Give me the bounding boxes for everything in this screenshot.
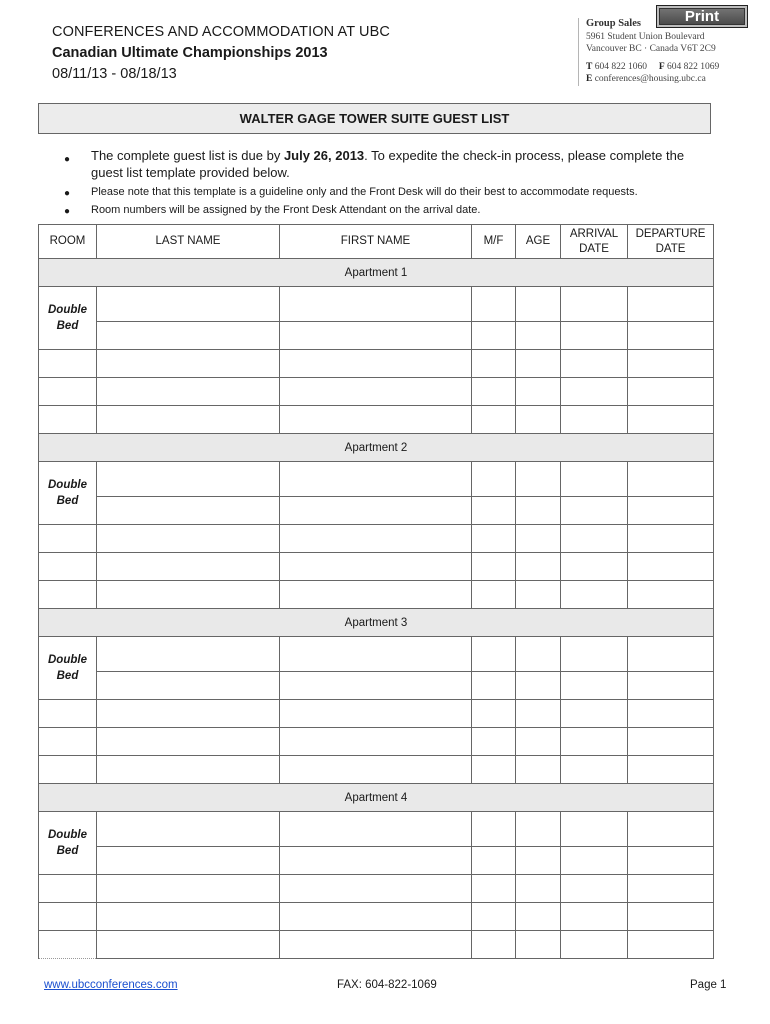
event-name: Canadian Ultimate Championships 2013 — [52, 45, 328, 61]
first-name-cell[interactable] — [280, 581, 472, 609]
column-header-first-name: FIRST NAME — [280, 225, 472, 259]
table-row — [39, 525, 714, 553]
first-name-cell[interactable] — [280, 931, 472, 959]
last-name-cell[interactable] — [97, 812, 280, 847]
gender-cell[interactable] — [472, 350, 516, 378]
table-row — [39, 581, 714, 609]
arrival-date-cell[interactable] — [561, 287, 628, 322]
age-cell[interactable] — [516, 847, 561, 875]
apartment-header-row — [39, 609, 714, 637]
age-cell[interactable] — [516, 756, 561, 784]
gender-cell[interactable] — [472, 581, 516, 609]
last-name-cell[interactable] — [97, 350, 280, 378]
gender-cell[interactable] — [472, 847, 516, 875]
bullet-icon: ● — [64, 206, 71, 217]
table-row — [39, 931, 714, 959]
first-name-cell[interactable] — [280, 378, 472, 406]
contact-address-line1: 5961 Student Union Boulevard — [586, 32, 705, 42]
last-name-cell[interactable] — [97, 875, 280, 903]
last-name-cell[interactable] — [97, 406, 280, 434]
first-name-cell[interactable] — [280, 700, 472, 728]
departure-date-cell[interactable] — [628, 637, 714, 672]
gender-cell[interactable] — [472, 406, 516, 434]
gender-cell[interactable] — [472, 875, 516, 903]
arrival-date-cell[interactable] — [561, 931, 628, 959]
room-cell[interactable] — [39, 875, 97, 903]
last-name-cell[interactable] — [97, 378, 280, 406]
arrival-date-cell[interactable] — [561, 406, 628, 434]
table-row — [39, 350, 714, 378]
last-name-cell[interactable] — [97, 287, 280, 322]
age-cell[interactable] — [516, 497, 561, 525]
contact-address-line2: Vancouver BC · Canada V6T 2C9 — [586, 44, 716, 54]
departure-date-cell[interactable] — [628, 812, 714, 847]
departure-date-cell[interactable] — [628, 350, 714, 378]
event-dates: 08/11/13 - 08/18/13 — [52, 66, 177, 82]
last-name-cell[interactable] — [97, 581, 280, 609]
departure-date-cell[interactable] — [628, 406, 714, 434]
organization-name: CONFERENCES AND ACCOMMODATION AT UBC — [52, 24, 390, 40]
gender-cell[interactable] — [472, 756, 516, 784]
bullet-icon: ● — [64, 188, 71, 199]
last-name-cell[interactable] — [97, 700, 280, 728]
age-cell[interactable] — [516, 812, 561, 847]
last-name-cell[interactable] — [97, 672, 280, 700]
arrival-date-cell[interactable] — [561, 812, 628, 847]
arrival-date-cell[interactable] — [561, 728, 628, 756]
first-name-cell[interactable] — [280, 287, 472, 322]
first-name-cell[interactable] — [280, 756, 472, 784]
arrival-date-cell[interactable] — [561, 700, 628, 728]
departure-date-cell[interactable] — [628, 581, 714, 609]
table-row — [39, 903, 714, 931]
apartment-header-row — [39, 259, 714, 287]
age-cell[interactable] — [516, 525, 561, 553]
gender-cell[interactable] — [472, 672, 516, 700]
column-header-room: ROOM — [39, 225, 97, 259]
room-cell[interactable] — [39, 700, 97, 728]
arrival-date-cell[interactable] — [561, 525, 628, 553]
apartment-label: Apartment 1 — [39, 259, 714, 287]
table-row — [39, 378, 714, 406]
gender-cell[interactable] — [472, 700, 516, 728]
arrival-date-cell[interactable] — [561, 756, 628, 784]
room-type-label: Double Bed — [39, 287, 97, 350]
table-row — [39, 406, 714, 434]
due-date: July 26, 2013 — [283, 148, 365, 163]
age-cell[interactable] — [516, 728, 561, 756]
room-cell[interactable] — [39, 903, 97, 931]
room-cell[interactable] — [39, 581, 97, 609]
table-row — [39, 322, 714, 350]
apartment-label: Apartment 3 — [39, 609, 714, 637]
first-name-cell[interactable] — [280, 847, 472, 875]
column-header-last-name: LAST NAME — [97, 225, 280, 259]
table-header-row — [39, 225, 714, 259]
departure-date-cell[interactable] — [628, 903, 714, 931]
departure-date-cell[interactable] — [628, 497, 714, 525]
age-cell[interactable] — [516, 553, 561, 581]
room-cell[interactable] — [39, 553, 97, 581]
departure-date-cell[interactable] — [628, 378, 714, 406]
footer-fax: FAX: 604-822-1069 — [337, 979, 437, 991]
room-cell[interactable] — [39, 756, 97, 784]
room-cell[interactable] — [39, 350, 97, 378]
arrival-date-cell[interactable] — [561, 462, 628, 497]
document-header — [52, 22, 390, 85]
departure-date-cell[interactable] — [628, 322, 714, 350]
column-header-age: AGE — [516, 225, 561, 259]
column-header-departure-date: DEPARTURE DATE — [628, 225, 714, 259]
table-row — [39, 728, 714, 756]
arrival-date-cell[interactable] — [561, 903, 628, 931]
gender-cell[interactable] — [472, 728, 516, 756]
arrival-date-cell[interactable] — [561, 350, 628, 378]
website-link[interactable]: www.ubcconferences.com — [44, 979, 178, 991]
gender-cell[interactable] — [472, 553, 516, 581]
age-cell[interactable] — [516, 350, 561, 378]
first-name-cell[interactable] — [280, 637, 472, 672]
gender-cell[interactable] — [472, 525, 516, 553]
first-name-cell[interactable] — [280, 553, 472, 581]
last-name-cell[interactable] — [97, 462, 280, 497]
guest-list-table — [38, 224, 714, 959]
column-header-arrival-date: ARRIVAL DATE — [561, 225, 628, 259]
gender-cell[interactable] — [472, 378, 516, 406]
arrival-date-cell[interactable] — [561, 378, 628, 406]
arrival-date-cell[interactable] — [561, 497, 628, 525]
departure-date-cell[interactable] — [628, 287, 714, 322]
gender-cell[interactable] — [472, 637, 516, 672]
departure-date-cell[interactable] — [628, 728, 714, 756]
last-name-cell[interactable] — [97, 728, 280, 756]
table-row — [39, 847, 714, 875]
column-header-gender: M/F — [472, 225, 516, 259]
last-name-cell[interactable] — [97, 931, 280, 959]
arrival-date-cell[interactable] — [561, 875, 628, 903]
instructions-list — [60, 147, 710, 221]
apartment-header-row — [39, 434, 714, 462]
age-cell[interactable] — [516, 931, 561, 959]
arrival-date-cell[interactable] — [561, 847, 628, 875]
departure-date-cell[interactable] — [628, 931, 714, 959]
contact-phone-fax: T 604 822 1060 F 604 822 1069 — [586, 62, 720, 72]
table-row — [39, 287, 714, 322]
gender-cell[interactable] — [472, 931, 516, 959]
last-name-cell[interactable] — [97, 847, 280, 875]
bullet-icon: ● — [64, 154, 71, 165]
first-name-cell[interactable] — [280, 497, 472, 525]
arrival-date-cell[interactable] — [561, 637, 628, 672]
print-button[interactable]: Print — [656, 5, 748, 28]
room-cell[interactable] — [39, 728, 97, 756]
table-row — [39, 700, 714, 728]
age-cell[interactable] — [516, 287, 561, 322]
first-name-cell[interactable] — [280, 406, 472, 434]
instruction-item: ● Room numbers will be assigned by the Front Desk Attendant on the arrival date. — [64, 204, 481, 217]
age-cell[interactable] — [516, 322, 561, 350]
gender-cell[interactable] — [472, 497, 516, 525]
instruction-item: ● Please note that this template is a guideline only and the Front Desk will do their best to accommodate requests. — [64, 186, 638, 199]
room-cell[interactable] — [39, 406, 97, 434]
apartment-header-row — [39, 784, 714, 812]
last-name-cell[interactable] — [97, 903, 280, 931]
age-cell[interactable] — [516, 378, 561, 406]
departure-date-cell[interactable] — [628, 756, 714, 784]
apartment-label: Apartment 4 — [39, 784, 714, 812]
first-name-cell[interactable] — [280, 672, 472, 700]
gender-cell[interactable] — [472, 287, 516, 322]
table-row — [39, 756, 714, 784]
last-name-cell[interactable] — [97, 497, 280, 525]
instruction-item: ● The complete guest list is due by July 26, 2013. To expedite the check-in process, please complete the guest list template provided below. — [64, 148, 685, 180]
age-cell[interactable] — [516, 581, 561, 609]
table-row — [39, 637, 714, 672]
room-type-label: Double Bed — [39, 637, 97, 700]
arrival-date-cell[interactable] — [561, 672, 628, 700]
last-name-cell[interactable] — [97, 525, 280, 553]
first-name-cell[interactable] — [280, 812, 472, 847]
age-cell[interactable] — [516, 700, 561, 728]
last-name-cell[interactable] — [97, 756, 280, 784]
table-row — [39, 462, 714, 497]
room-cell[interactable] — [39, 931, 97, 959]
contact-block — [578, 18, 719, 86]
age-cell[interactable] — [516, 903, 561, 931]
age-cell[interactable] — [516, 406, 561, 434]
table-row — [39, 553, 714, 581]
first-name-cell[interactable] — [280, 322, 472, 350]
departure-date-cell[interactable] — [628, 875, 714, 903]
first-name-cell[interactable] — [280, 462, 472, 497]
departure-date-cell[interactable] — [628, 847, 714, 875]
age-cell[interactable] — [516, 637, 561, 672]
table-row — [39, 497, 714, 525]
departure-date-cell[interactable] — [628, 700, 714, 728]
departure-date-cell[interactable] — [628, 672, 714, 700]
last-name-cell[interactable] — [97, 637, 280, 672]
contact-title: Group Sales — [586, 18, 641, 29]
first-name-cell[interactable] — [280, 728, 472, 756]
gender-cell[interactable] — [472, 903, 516, 931]
contact-email: E conferences@housing.ubc.ca — [586, 74, 706, 84]
page-number: Page 1 — [690, 979, 727, 991]
table-row — [39, 672, 714, 700]
table-row — [39, 875, 714, 903]
first-name-cell[interactable] — [280, 875, 472, 903]
page-title: WALTER GAGE TOWER SUITE GUEST LIST — [38, 103, 711, 134]
room-cell[interactable] — [39, 525, 97, 553]
last-name-cell[interactable] — [97, 322, 280, 350]
gender-cell[interactable] — [472, 462, 516, 497]
first-name-cell[interactable] — [280, 350, 472, 378]
table-row — [39, 812, 714, 847]
departure-date-cell[interactable] — [628, 553, 714, 581]
room-type-label: Double Bed — [39, 812, 97, 875]
departure-date-cell[interactable] — [628, 525, 714, 553]
gender-cell[interactable] — [472, 322, 516, 350]
gender-cell[interactable] — [472, 812, 516, 847]
departure-date-cell[interactable] — [628, 462, 714, 497]
arrival-date-cell[interactable] — [561, 322, 628, 350]
arrival-date-cell[interactable] — [561, 553, 628, 581]
apartment-label: Apartment 2 — [39, 434, 714, 462]
room-type-label: Double Bed — [39, 462, 97, 525]
arrival-date-cell[interactable] — [561, 581, 628, 609]
first-name-cell[interactable] — [280, 903, 472, 931]
last-name-cell[interactable] — [97, 553, 280, 581]
first-name-cell[interactable] — [280, 525, 472, 553]
age-cell[interactable] — [516, 875, 561, 903]
age-cell[interactable] — [516, 462, 561, 497]
age-cell[interactable] — [516, 672, 561, 700]
room-cell[interactable] — [39, 378, 97, 406]
